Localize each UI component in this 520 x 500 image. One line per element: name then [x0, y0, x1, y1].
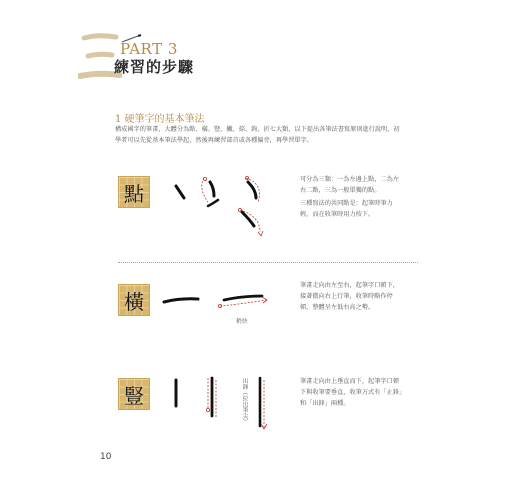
- dot-stroke-examples: [170, 176, 290, 248]
- stroke-direction-arrow: [220, 300, 266, 306]
- chapter-title: 練習的步驟: [114, 58, 195, 76]
- horizontal-stroke-examples: [158, 286, 278, 322]
- horizontal-description: [300, 280, 404, 315]
- vertical-stroke-examples: [160, 372, 270, 434]
- character-tile-dian: 點: [118, 176, 150, 208]
- shu-exit-label: 出鋒（拉出筆尖）: [241, 378, 247, 425]
- page-number: 10: [100, 452, 112, 462]
- vertical-description-line-1: 筆畫走向由上垂直而下，起筆字口頓下與收筆要垂直，收筆方式有「止鋒」和「出鋒」兩種。: [300, 378, 403, 407]
- dot-stroke-sample-4: [242, 212, 254, 226]
- horizontal-stroke-sample-2: [224, 296, 262, 300]
- dot-description-line-1: 可分為三類：一為左邊上點，二為左右二點，三為一般單獨的點。: [300, 176, 399, 194]
- row-divider: [118, 262, 418, 263]
- heng-speed-label: 稍快: [236, 319, 248, 325]
- dot-stroke-sample-3: [248, 182, 256, 198]
- horizontal-description-line-1: 筆畫走向由左至右，起筆字口頓下，接著微向右上行筆，收筆時略作停頓，整體呈左低右高之勢。: [300, 282, 399, 311]
- dot-stroke-sample-1: [176, 186, 184, 198]
- dot-description-line-2: 三種寫法的共同點是：起筆時筆力輕，而在收筆時用力按下。: [300, 200, 393, 218]
- character-tile-heng: 橫: [118, 284, 150, 316]
- stroke-direction-arrow: [202, 178, 208, 202]
- character-tile-shu: 豎: [118, 378, 150, 410]
- vertical-description: [300, 376, 404, 411]
- horizontal-stroke-sample-1: [164, 299, 198, 302]
- intro-paragraph: 構成國字的筆畫，大體分為點、橫、豎、撇、捺、鉤、折七大類，以下提出各筆法書寫原則進行說明，初學者可以先從基本筆法學起，然後再練習部首或各種偏旁，再學習單字。: [115, 126, 400, 144]
- section-heading: 1 硬筆字的基本筆法: [115, 114, 205, 125]
- dot-stroke-sample-2: [210, 182, 214, 196]
- part-title: PART 3: [120, 40, 178, 58]
- dot-description: [300, 174, 404, 222]
